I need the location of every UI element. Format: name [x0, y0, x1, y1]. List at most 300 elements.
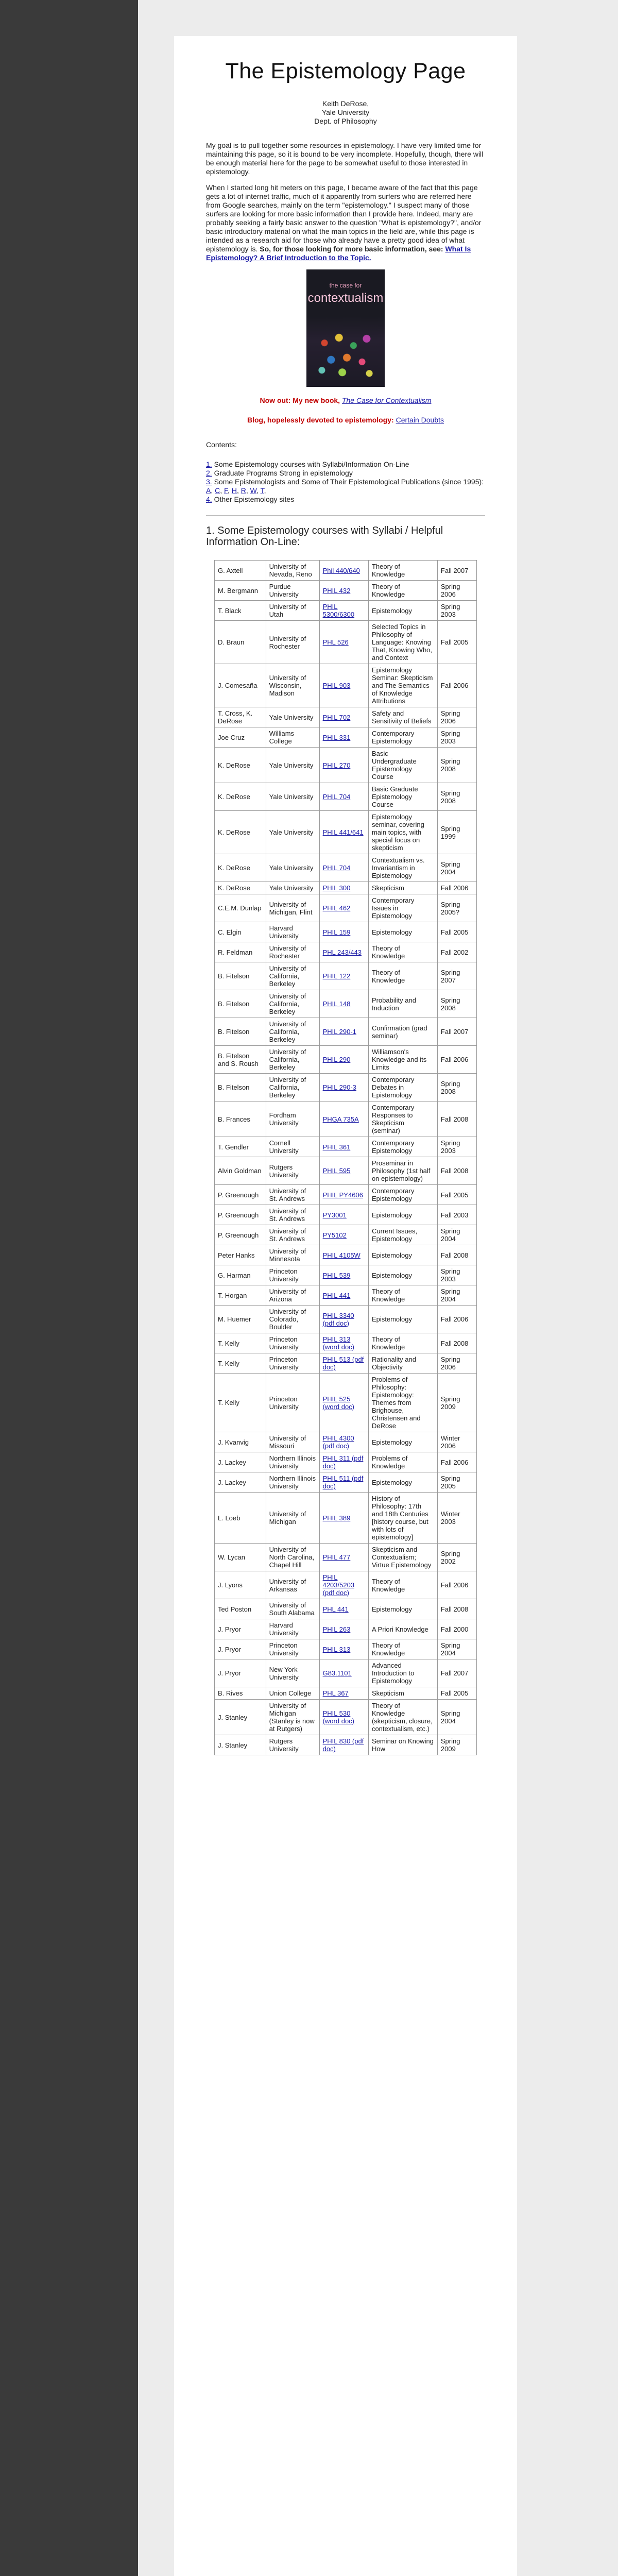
table-cell	[215, 783, 266, 811]
table-cell	[266, 1205, 319, 1225]
course-instructor: J. Pryor	[218, 1625, 241, 1633]
course-university: Yale University	[269, 761, 314, 769]
table-cell	[437, 1101, 476, 1137]
table-row	[215, 707, 477, 727]
table-cell	[215, 811, 266, 854]
table-cell	[368, 1619, 437, 1639]
table-cell	[215, 1285, 266, 1306]
course-title: Epistemology	[371, 606, 412, 615]
table-cell	[266, 1333, 319, 1353]
course-instructor: T. Gendler	[218, 1143, 249, 1151]
table-cell	[437, 1157, 476, 1185]
course-number-link[interactable]: PHIL 539	[322, 1271, 351, 1279]
course-university: Northern Illinois University	[269, 1475, 316, 1490]
course-instructor: J. Pryor	[218, 1669, 241, 1677]
table-cell	[215, 1245, 266, 1265]
course-term: Spring 2009	[440, 1395, 460, 1411]
table-row	[215, 1432, 477, 1452]
table-row	[215, 1571, 477, 1599]
course-term: Fall 2005	[440, 1191, 469, 1199]
course-university: University of California, Berkeley	[269, 992, 306, 1015]
table-cell	[437, 664, 476, 707]
letter-link-w[interactable]: W	[250, 486, 257, 495]
table-cell	[437, 1374, 476, 1432]
course-university: University of Michigan (Stanley is now at Rutgers)	[269, 1702, 315, 1733]
course-instructor: K. DeRose	[218, 793, 250, 801]
toc-link-4[interactable]: 4.	[206, 495, 212, 503]
table-cell	[266, 1544, 319, 1571]
table-cell	[215, 1619, 266, 1639]
course-number-link[interactable]: PHIL 702	[322, 713, 351, 721]
course-number-link[interactable]: PHIL 290-1	[322, 1028, 356, 1036]
author-university: Yale University	[321, 108, 370, 116]
course-term: Spring 2004	[440, 1287, 460, 1303]
table-cell	[437, 783, 476, 811]
table-cell	[266, 601, 319, 621]
table-cell	[266, 962, 319, 990]
table-cell	[319, 1137, 368, 1157]
what-is-epistemology-link[interactable]: What Is Epistemology? A Brief Introduction to the Topic.	[206, 245, 471, 262]
course-title: Epistemology	[371, 1315, 412, 1323]
table-cell	[319, 1074, 368, 1101]
table-cell	[215, 1571, 266, 1599]
letter-link-t[interactable]: T	[260, 486, 264, 495]
course-title: Contemporary Epistemology	[371, 1187, 415, 1202]
table-cell	[215, 1544, 266, 1571]
table-cell	[266, 811, 319, 854]
table-cell	[368, 1265, 437, 1285]
table-cell	[437, 1659, 476, 1687]
table-cell	[266, 1046, 319, 1074]
course-instructor: L. Loeb	[218, 1514, 241, 1522]
toc-item	[206, 460, 485, 469]
course-instructor: Ted Poston	[218, 1605, 252, 1613]
course-number-link[interactable]: PHIL 270	[322, 761, 351, 769]
toc-link-2[interactable]: 2.	[206, 469, 212, 477]
letter-link-c[interactable]: C	[215, 486, 220, 495]
course-title: Epistemology Seminar: Skepticism and The Semantics of Knowledge Attributions	[371, 666, 433, 705]
course-term: Spring 2006	[440, 583, 460, 598]
table-cell	[319, 1700, 368, 1735]
course-number-link[interactable]: PHIL 903	[322, 682, 351, 689]
table-cell	[437, 727, 476, 748]
table-cell	[266, 561, 319, 581]
course-instructor: B. Fitelson	[218, 1028, 250, 1036]
table-cell	[215, 1018, 266, 1046]
course-term: Fall 2007	[440, 1028, 469, 1036]
course-number-link[interactable]: PHIL 3340 (pdf doc)	[322, 1311, 354, 1327]
table-cell	[319, 1493, 368, 1544]
course-university: Rutgers University	[269, 1163, 299, 1179]
table-cell	[368, 1245, 437, 1265]
course-university: University of Missouri	[269, 1434, 306, 1450]
course-instructor: B. Frances	[218, 1115, 250, 1123]
table-row	[215, 621, 477, 664]
course-university: University of California, Berkeley	[269, 1076, 306, 1099]
table-cell	[368, 1571, 437, 1599]
course-university: New York University	[269, 1665, 299, 1681]
table-cell	[319, 727, 368, 748]
table-cell	[368, 1452, 437, 1472]
course-number-link[interactable]: PY3001	[322, 1211, 347, 1219]
table-cell	[215, 894, 266, 922]
table-cell	[368, 1137, 437, 1157]
left-background-panel	[0, 0, 138, 2576]
course-instructor: K. DeRose	[218, 828, 250, 836]
course-term: Spring 2004	[440, 1641, 460, 1657]
course-number-link[interactable]: PHIL 361	[322, 1143, 351, 1151]
course-title: Epistemology	[371, 1251, 412, 1259]
course-university: Yale University	[269, 828, 314, 836]
course-term: Spring 2007	[440, 968, 460, 984]
course-term: Spring 2004	[440, 1709, 460, 1725]
course-university: Purdue University	[269, 583, 299, 598]
course-university: University of California, Berkeley	[269, 1020, 306, 1043]
course-number-link[interactable]: PHIL 432	[322, 586, 351, 595]
toc-item-label: Some Epistemologists and Some of Their Epistemological Publications (since 1995):	[212, 478, 484, 486]
table-cell	[368, 1493, 437, 1544]
table-cell	[266, 1265, 319, 1285]
table-cell	[437, 1472, 476, 1493]
course-term: Spring 2003	[440, 603, 460, 618]
table-cell	[319, 561, 368, 581]
letter-link-a[interactable]: A	[206, 486, 211, 495]
table-cell	[368, 942, 437, 962]
table-cell	[215, 942, 266, 962]
course-number-link[interactable]: PY5102	[322, 1231, 347, 1239]
course-instructor: D. Braun	[218, 638, 245, 646]
course-instructor: J. Pryor	[218, 1645, 241, 1653]
course-number-link[interactable]: PHIL 290	[322, 1056, 351, 1063]
table-row	[215, 1285, 477, 1306]
course-number-link[interactable]: PHIL 331	[322, 733, 351, 741]
course-number-link[interactable]: PHL 243/443	[322, 948, 362, 956]
course-term: Fall 2008	[440, 1251, 469, 1259]
intro-paragraph-2-text: When I started long hit meters on this page, I became aware of the fact that this page gets a lot of internet traffic, much of it apparently from surfers who are referred here from Google searches, mainly on the term "epistemology." I suspect many of those surfers are looking for more basic information than I provide here. Indeed, many are probably seeking a fairly basic answer to the question "What is epistemology?", and/or basic introductory material on what the main topics in the field are, while this page is intended as a research aid for those who already have a pretty good idea of what epistemology is.	[206, 183, 482, 253]
table-cell	[266, 1735, 319, 1755]
section-divider	[206, 515, 485, 516]
table-cell	[319, 1374, 368, 1432]
table-row	[215, 1157, 477, 1185]
letter-link-r[interactable]: R	[241, 486, 246, 495]
new-book-announcement	[206, 396, 485, 404]
contents-label: Contents:	[206, 440, 237, 449]
table-cell	[266, 1452, 319, 1472]
table-of-contents	[206, 460, 485, 504]
course-title: Contemporary Epistemology	[371, 730, 415, 745]
course-title: Epistemology	[371, 1438, 412, 1446]
course-title: Epistemology	[371, 1211, 412, 1219]
course-number-link[interactable]: PHGA 735A	[322, 1115, 359, 1123]
table-cell	[437, 811, 476, 854]
course-number-link[interactable]: PHIL 462	[322, 904, 351, 912]
course-title: Epistemology	[371, 1478, 412, 1486]
table-cell	[437, 962, 476, 990]
table-cell	[319, 894, 368, 922]
course-number-link[interactable]: PHIL 441/641	[322, 828, 364, 836]
table-cell	[368, 581, 437, 601]
table-cell	[368, 1225, 437, 1245]
table-cell	[319, 854, 368, 882]
table-cell	[266, 1225, 319, 1245]
table-cell	[266, 1157, 319, 1185]
table-cell	[368, 1074, 437, 1101]
course-term: Fall 2005	[440, 928, 469, 936]
book-cover-title: contextualism	[307, 291, 384, 305]
course-university: Williams College	[269, 730, 295, 745]
table-cell	[215, 581, 266, 601]
course-number-link[interactable]: PHIL 4203/5203 (pdf doc)	[322, 1573, 355, 1597]
table-row	[215, 1544, 477, 1571]
course-university: University of Rochester	[269, 634, 306, 650]
table-cell	[215, 561, 266, 581]
book-cover-art	[313, 327, 379, 380]
toc-letter-links: A, C, F, H, R, W, T,	[206, 486, 266, 495]
course-university: University of Nevada, Reno	[269, 563, 312, 578]
course-number-link[interactable]: PHIL 5300/6300	[322, 603, 355, 618]
table-cell	[266, 1285, 319, 1306]
table-cell	[266, 1687, 319, 1700]
course-instructor: T. Kelly	[218, 1399, 239, 1406]
table-cell	[437, 1639, 476, 1659]
table-cell	[319, 1639, 368, 1659]
table-cell	[368, 1687, 437, 1700]
course-number-link[interactable]: PHIL 313 (word doc)	[322, 1335, 355, 1351]
table-row	[215, 1452, 477, 1472]
table-row	[215, 894, 477, 922]
course-university: Harvard University	[269, 1621, 299, 1637]
table-cell	[215, 1157, 266, 1185]
course-term: Winter 2003	[440, 1510, 460, 1526]
table-row	[215, 1659, 477, 1687]
course-number-link[interactable]: PHIL 159	[322, 928, 351, 936]
table-cell	[437, 942, 476, 962]
course-instructor: J. Comesaña	[218, 682, 258, 689]
table-cell	[319, 811, 368, 854]
table-cell	[266, 1353, 319, 1374]
course-number-link[interactable]: PHIL 311 (pdf doc)	[322, 1454, 364, 1470]
table-cell	[319, 1353, 368, 1374]
course-term: Fall 2006	[440, 1581, 469, 1589]
case-for-contextualism-link[interactable]: The Case for Contextualism	[341, 396, 432, 404]
table-cell	[437, 1265, 476, 1285]
table-cell	[215, 1472, 266, 1493]
table-cell	[319, 1205, 368, 1225]
course-number-link[interactable]: PHIL 441	[322, 1291, 351, 1299]
table-cell	[266, 1306, 319, 1333]
table-cell	[266, 1659, 319, 1687]
table-cell	[215, 1493, 266, 1544]
course-term: Spring 2005	[440, 1475, 460, 1490]
course-term: Spring 2003	[440, 1267, 460, 1283]
certain-doubts-link[interactable]: Certain Doubts	[396, 416, 444, 424]
table-cell	[319, 748, 368, 783]
course-number-link[interactable]: PHIL 300	[322, 884, 351, 892]
table-row	[215, 561, 477, 581]
course-title: Theory of Knowledge	[371, 583, 405, 598]
course-number-link[interactable]: PHL 526	[322, 638, 349, 646]
course-instructor: Joe Cruz	[218, 733, 245, 741]
course-instructor: M. Bergmann	[218, 586, 259, 595]
toc-link-1[interactable]: 1.	[206, 460, 212, 468]
table-cell	[368, 1205, 437, 1225]
intro-paragraph-1: My goal is to pull together some resources in epistemology. I have very limited time for maintaining this page, so it is bound to be very incomplete. Hopefully, though, there will be enough material here for the page to be somewhat useful to those interested in epistemology.	[206, 141, 484, 176]
table-row	[215, 1137, 477, 1157]
table-cell	[215, 1687, 266, 1700]
toc-link-3[interactable]: 3.	[206, 478, 212, 486]
course-university: Princeton University	[269, 1335, 299, 1351]
course-number-link[interactable]: PHIL 263	[322, 1625, 351, 1633]
table-row	[215, 1353, 477, 1374]
course-title: Theory of Knowledge (skepticism, closure, contextualism, etc.)	[371, 1702, 433, 1733]
course-term: Spring 2004	[440, 1227, 460, 1243]
table-cell	[437, 1700, 476, 1735]
letter-link-f[interactable]: F	[224, 486, 228, 495]
course-instructor: J. Lackey	[218, 1458, 246, 1466]
table-cell	[437, 707, 476, 727]
course-number-link[interactable]: PHL 367	[322, 1689, 349, 1697]
course-number-link[interactable]: PHIL 290-3	[322, 1083, 356, 1091]
table-cell	[215, 1432, 266, 1452]
course-title: Epistemology seminar, covering main topics, with special focus on skepticism	[371, 813, 424, 852]
course-university: Yale University	[269, 793, 314, 801]
table-cell	[437, 1333, 476, 1353]
course-instructor: B. Fitelson	[218, 1000, 250, 1008]
course-number-link[interactable]: PHIL 530 (word doc)	[322, 1709, 355, 1725]
table-cell	[266, 748, 319, 783]
table-cell	[215, 748, 266, 783]
table-cell	[215, 664, 266, 707]
course-title: Advanced Introduction to Epistemology	[371, 1662, 415, 1685]
table-row	[215, 783, 477, 811]
course-number-link[interactable]: PHL 441	[322, 1605, 349, 1613]
table-cell	[319, 1687, 368, 1700]
letter-link-h[interactable]: H	[231, 486, 237, 495]
course-number-link[interactable]: PHIL 511 (pdf doc)	[322, 1475, 364, 1490]
table-cell	[215, 962, 266, 990]
author-block	[206, 99, 485, 126]
table-row	[215, 1101, 477, 1137]
course-number-link[interactable]: PHIL 830 (pdf doc)	[322, 1737, 364, 1753]
course-term: Spring 2009	[440, 1737, 460, 1753]
course-number-link[interactable]: PHIL 4105W	[322, 1251, 360, 1259]
course-title: Basic Graduate Epistemology Course	[371, 785, 418, 808]
course-term: Spring 2006	[440, 709, 460, 725]
course-term: Fall 2006	[440, 884, 469, 892]
table-cell	[368, 1700, 437, 1735]
table-cell	[215, 1452, 266, 1472]
book-cover-image[interactable]	[306, 269, 385, 387]
table-cell	[319, 601, 368, 621]
course-title: A Priori Knowledge	[371, 1625, 428, 1633]
table-row	[215, 1687, 477, 1700]
course-university: Union College	[269, 1689, 312, 1697]
table-cell	[319, 621, 368, 664]
course-instructor: T. Horgan	[218, 1291, 247, 1299]
table-cell	[266, 1432, 319, 1452]
course-number-link[interactable]: PHIL PY4606	[322, 1191, 363, 1199]
table-row	[215, 1700, 477, 1735]
table-cell	[437, 1285, 476, 1306]
course-number-link[interactable]: PHIL 525 (word doc)	[322, 1395, 355, 1411]
course-university: Princeton University	[269, 1395, 299, 1411]
course-number-link[interactable]: PHIL 313	[322, 1645, 351, 1653]
course-number-link[interactable]: PHIL 704	[322, 793, 351, 801]
table-cell	[266, 1472, 319, 1493]
table-cell	[368, 990, 437, 1018]
course-number-link[interactable]: PHIL 513 (pdf doc)	[322, 1355, 364, 1371]
course-title: Theory of Knowledge	[371, 1287, 405, 1303]
table-cell	[266, 581, 319, 601]
course-number-link[interactable]: PHIL 4300 (pdf doc)	[322, 1434, 354, 1450]
course-number-link[interactable]: PHIL 389	[322, 1514, 351, 1522]
course-number-link[interactable]: PHIL 595	[322, 1167, 351, 1175]
course-number-link[interactable]: G83.1101	[322, 1669, 352, 1677]
course-instructor: B. Fitelson	[218, 972, 250, 980]
courses-table	[214, 560, 477, 1755]
course-title: Contemporary Debates in Epistemology	[371, 1076, 415, 1099]
course-title: Proseminar in Philosophy (1st half on epistemology)	[371, 1159, 431, 1182]
table-cell	[215, 922, 266, 942]
table-cell	[319, 1544, 368, 1571]
table-cell	[368, 621, 437, 664]
table-cell	[437, 1571, 476, 1599]
course-title: Epistemology	[371, 1605, 412, 1613]
table-cell	[215, 1046, 266, 1074]
table-row	[215, 1074, 477, 1101]
course-term: Spring 2004	[440, 860, 460, 876]
table-row	[215, 1245, 477, 1265]
table-cell	[368, 882, 437, 894]
course-number-link[interactable]: PHIL 148	[322, 1000, 351, 1008]
table-cell	[368, 748, 437, 783]
table-cell	[215, 1137, 266, 1157]
course-university: University of St. Andrews	[269, 1207, 306, 1223]
table-cell	[215, 621, 266, 664]
table-cell	[266, 1137, 319, 1157]
table-cell	[437, 1452, 476, 1472]
course-title: Theory of Knowledge	[371, 563, 405, 578]
course-university: Yale University	[269, 713, 314, 721]
table-cell	[319, 1432, 368, 1452]
table-cell	[368, 1306, 437, 1333]
course-title: Problems of Philosophy: Epistemology: Themes from Brighouse, Christensen and DeRose	[371, 1376, 421, 1430]
course-title: Theory of Knowledge	[371, 944, 405, 960]
course-number-link[interactable]: Phil 440/640	[322, 566, 360, 574]
toc-item	[206, 469, 485, 478]
table-cell	[437, 1225, 476, 1245]
table-cell	[319, 922, 368, 942]
course-number-link[interactable]: PHIL 704	[322, 864, 351, 872]
course-title: Basic Undergraduate Epistemology Course	[371, 750, 417, 781]
table-cell	[215, 1353, 266, 1374]
course-university: University of Minnesota	[269, 1247, 306, 1263]
table-cell	[437, 854, 476, 882]
course-term: Fall 2006	[440, 1315, 469, 1323]
table-cell	[266, 707, 319, 727]
course-term: Fall 2007	[440, 566, 469, 574]
course-number-link[interactable]: PHIL 477	[322, 1553, 351, 1561]
course-number-link[interactable]: PHIL 122	[322, 972, 351, 980]
course-university: Yale University	[269, 884, 314, 892]
table-cell	[215, 601, 266, 621]
table-cell	[368, 922, 437, 942]
table-cell	[368, 1046, 437, 1074]
table-cell	[437, 1432, 476, 1452]
page-content	[174, 36, 517, 2576]
course-university: Princeton University	[269, 1267, 299, 1283]
table-cell	[437, 1074, 476, 1101]
